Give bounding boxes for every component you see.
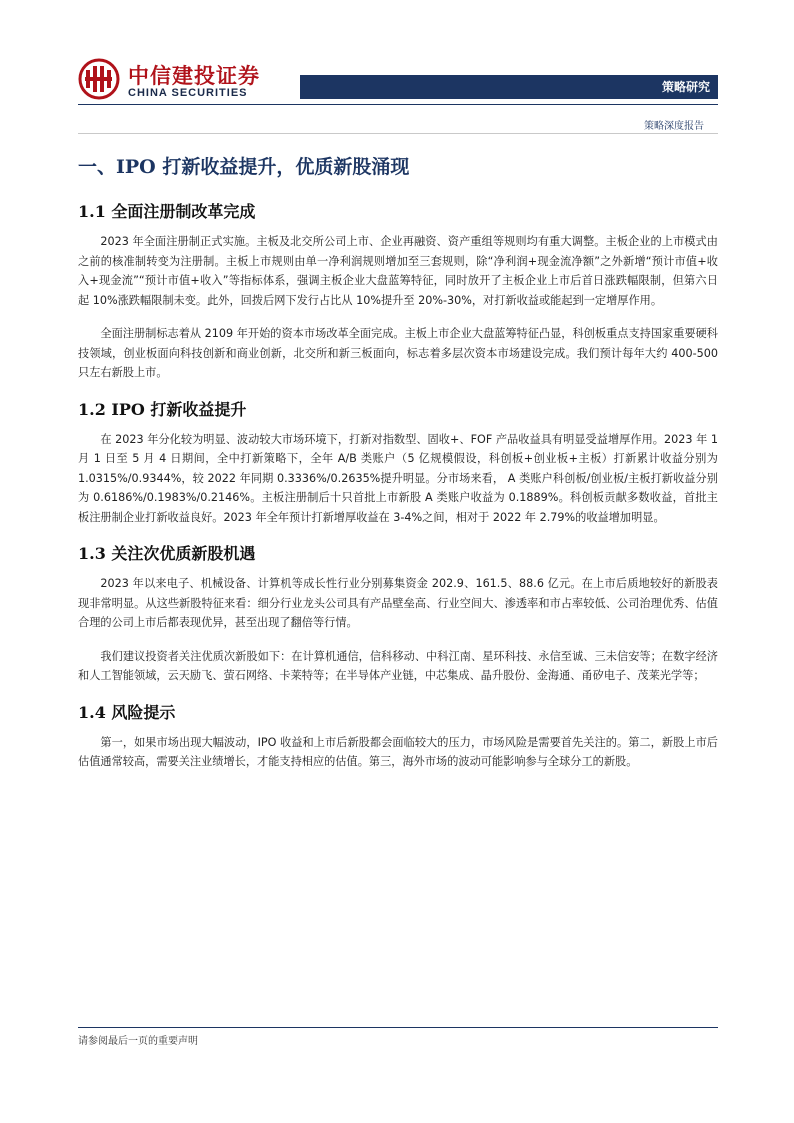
section-1-3 [78,541,718,686]
section-banner [300,75,718,99]
section-heading: 1.2 IPO 打新收益提升 [78,399,247,419]
footer-disclaimer: 请参阅最后一页的重要声明 [78,1036,198,1047]
logo-english-name: CHINA SECURITIES [128,87,248,99]
logo-chinese-name: 中信建投证券 [128,63,260,88]
paragraph: 在 2023 年分化较为明显、波动较大市场环境下，打新对指数型、固收+、FOF 产品收益具有明显受益增厚作用。2023 年 1 月 1 日至 5 月 4 日期间，全中打新策略下，全年 A/B 类账户（5 亿规模假设，科创板+创业板+主板）打新累计收益分别为 1.0315%/0.9344%，较 2022 年同期 0.3336%/0.2635%提升明显。分市场来看， A 类账户科创板/创业板/主板打新收益分别为 0.6186%/0.1983%/0.2146%。主板注册制后十只首批上市新股 A 类账户收益为 0.1889%。科创板贡献多数收益，首批主板注册制企业打新收益良好。2023 年全年预计打新增厚收益在 3-4%之间，相对于 2022 年 2.79%的收益增加明显。 [78,432,718,524]
report-type: 策略深度报告 [644,121,704,132]
section-1-2 [78,397,718,528]
page-title: 一、IPO 打新收益提升，优质新股涌现 [78,156,410,178]
paragraph: 我们建议投资者关注优质次新股如下：在计算机通信，信科移动、中科江南、星环科技、永信至诚、三未信安等；在数字经济和人工智能领域，云天励飞、萤石网络、卡莱特等；在半导体产业链，中芯集成、晶升股份、金海通、甬矽电子、茂莱光学等； [78,649,718,682]
china-securities-logo-icon [78,58,120,100]
paragraph: 2023 年以来电子、机械设备、计算机等成长性行业分别募集资金 202.9、161.5、88.6 亿元。在上市后质地较好的新股表现非常明显。从这些新股特征来看：细分行业龙头公司具有产品壁垒高、行业空间大、渗透率和市占率较低、公司治理优秀、估值合理的公司上市后都表现优异，甚至出现了翻倍等行情。 [78,577,718,629]
paragraph: 全面注册制标志着从 2109 年开始的资本市场改革全面完成。主板上市企业大盘蓝筹特征凸显，科创板重点支持国家重要硬科技领域，创业板面向科技创新和商业创新，北交所和新三板面向，标志着多层次资本市场建设完成。我们预计每年大约 400-500 只左右新股上市。 [78,327,718,379]
section-1-1 [78,199,718,383]
section-1-4 [78,700,718,772]
header-divider [78,104,718,105]
paragraph: 2023 年全面注册制正式实施。主板及北交所公司上市、企业再融资、资产重组等规则均有重大调整。主板企业的上市模式由之前的核准制转变为注册制。主板上市规则由单一净利润规则增加至三套规则，除“净利润+现金流净额”之外新增“预计市值+收入+现金流”“预计市值+收入”等指标体系，强调主板企业大盘蓝筹特征，同时放开了主板企业上市后首日涨跌幅限制，但第六日起 10%涨跌幅限制未变。此外，回拨后网下发行占比从 10%提升至 20%-30%，对打新收益或能起到一定增厚作用。 [78,235,718,307]
section-label: 策略研究 [661,80,710,94]
section-heading: 1.1 全面注册制改革完成 [78,202,256,221]
company-logo [78,58,278,104]
subheader-divider [78,133,718,134]
section-heading: 1.4 风险提示 [78,702,176,722]
section-heading: 1.3 关注次优质新股机遇 [78,544,256,563]
footer-divider [78,1027,718,1028]
paragraph: 第一，如果市场出现大幅波动，IPO 收益和上市后新股都会面临较大的压力，市场风险是需要首先关注的。第二，新股上市后估值通常较高，需要关注业绩增长，才能支持相应的估值。第三，海外市场的波动可能影响参与全球分工的新股。 [78,735,718,768]
main-content [78,152,718,786]
